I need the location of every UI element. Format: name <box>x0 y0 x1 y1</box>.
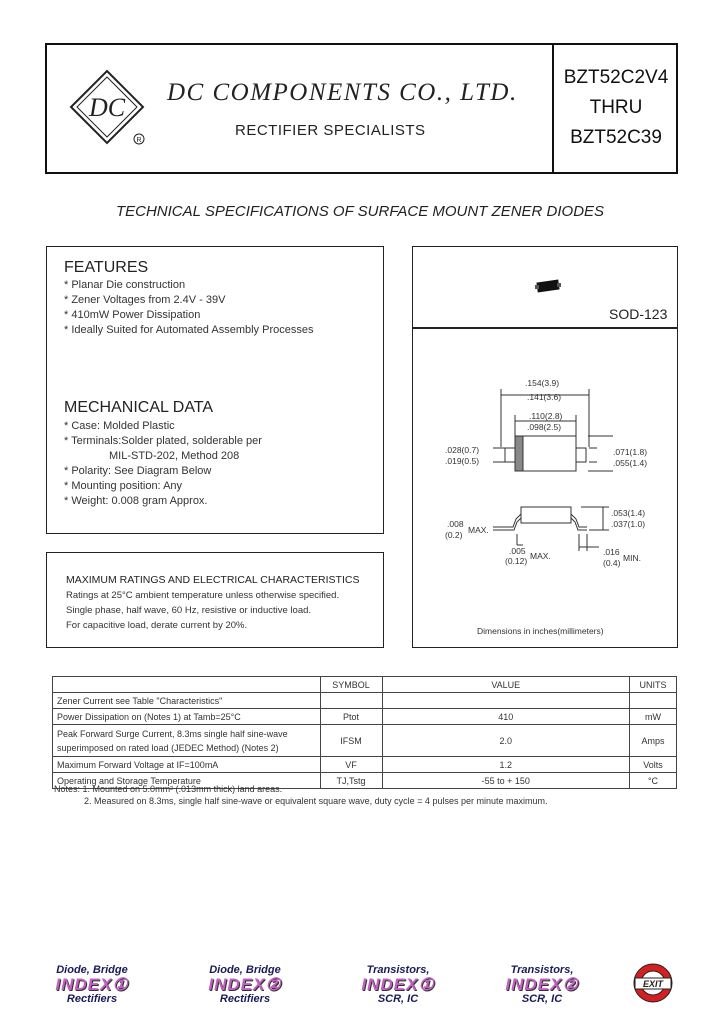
index-link-diode-1[interactable] <box>42 964 142 1008</box>
dim-width-min: .055(1.4) <box>613 458 648 468</box>
table-cell: °C <box>630 773 677 789</box>
index-link-bottom: Rectifiers <box>66 993 118 1005</box>
part-number-thru: THRU <box>589 97 643 118</box>
table-cell: Operating and Storage Temperature <box>53 773 321 789</box>
table-cell-line: Peak Forward Surge Current, 8.3ms single half sine-wave <box>57 728 288 739</box>
ratings-line: Single phase, half wave, 60 Hz, resistive or inductive load. <box>66 605 312 616</box>
mechanical-item: * Case: Molded Plastic <box>64 420 175 432</box>
ratings-heading: MAXIMUM RATINGS AND ELECTRICAL CHARACTERISTICS <box>66 574 360 586</box>
mechanical-item: * Mounting position: Any <box>64 480 183 492</box>
mechanical-item: * Polarity: See Diagram Below <box>64 465 212 477</box>
dim-overall-max: .154(3.9) <box>525 378 560 388</box>
table-header <box>53 677 321 693</box>
table-cell <box>630 693 677 709</box>
index-link-transistor-1[interactable] <box>348 964 448 1008</box>
package-name: SOD-123 <box>609 306 668 322</box>
table-cell: Ptot <box>320 709 382 725</box>
features-box <box>46 246 384 534</box>
company-tagline: RECTIFIER SPECIALISTS <box>235 122 426 139</box>
dim-height-max: .053(1.4) <box>611 508 646 518</box>
index-link-mid: INDEX② <box>208 975 282 994</box>
table-cell: TJ,Tstg <box>320 773 382 789</box>
feature-item: * Planar Die construction <box>64 279 186 291</box>
mechanical-item: MIL-STD-202, Method 208 <box>109 450 240 462</box>
table-row <box>53 725 677 757</box>
table-header: SYMBOL <box>320 677 382 693</box>
company-name: DC COMPONENTS CO., LTD. <box>167 79 518 106</box>
dim-thk-in: .008 <box>447 519 464 529</box>
feature-item: * Ideally Suited for Automated Assembly Processes <box>64 324 314 336</box>
table-cell: -55 to + 150 <box>382 773 630 789</box>
ratings-line: Ratings at 25°C ambient temperature unless otherwise specified. <box>66 590 340 601</box>
table-cell: Amps <box>630 725 677 757</box>
index-link-bottom: SCR, IC <box>377 993 419 1005</box>
index-link-top: Diode, Bridge <box>56 964 128 976</box>
dimension-note: Dimensions in inches(millimeters) <box>477 626 604 636</box>
table-row <box>53 709 677 725</box>
dim-lead-min: .019(0.5) <box>445 456 480 466</box>
table-cell: Zener Current see Table "Characteristics" <box>53 693 321 709</box>
dim-overall-min: .141(3.6) <box>527 392 562 402</box>
ratings-line: For capacitive load, derate current by 20%. <box>66 620 248 631</box>
exit-icon <box>632 962 674 1004</box>
dim-foot-in: .016 <box>603 547 620 557</box>
index-link-bottom: Rectifiers <box>219 993 271 1005</box>
feature-item: * Zener Voltages from 2.4V - 39V <box>64 294 226 306</box>
index-link-transistor-2[interactable] <box>492 964 592 1008</box>
dimensions-box <box>412 328 678 648</box>
dim-stand-mm: (0.12) <box>505 556 528 566</box>
dim-body-min: .098(2.5) <box>527 422 562 432</box>
table-cell <box>53 725 321 757</box>
index-link-mid: INDEX① <box>55 975 129 994</box>
note-1: Notes: 1. Mounted on 5.0mm² (.013mm thick) land areas. <box>54 784 283 794</box>
table-cell: 410 <box>382 709 630 725</box>
package-image <box>535 275 561 295</box>
table-cell: IFSM <box>320 725 382 757</box>
dim-height-min: .037(1.0) <box>611 519 646 529</box>
mechanical-item: * Terminals:Solder plated, solderable per <box>64 435 262 447</box>
dim-thk-label: MAX. <box>468 525 489 535</box>
index-link-diode-2[interactable] <box>195 964 295 1008</box>
table-header: VALUE <box>382 677 630 693</box>
dim-thk-mm: (0.2) <box>445 530 463 540</box>
table-header-row <box>53 677 677 693</box>
note-2: 2. Measured on 8.3ms, single half sine-wave or equivalent square wave, duty cycle = 4 pulses per minute maximum. <box>84 796 548 806</box>
package-box <box>412 246 678 328</box>
exit-button[interactable] <box>632 962 674 1004</box>
dim-stand-label: MAX. <box>530 551 551 561</box>
company-logo <box>67 67 147 147</box>
part-number-start: BZT52C2V4 <box>563 67 669 88</box>
document-title: TECHNICAL SPECIFICATIONS OF SURFACE MOUNT ZENER DIODES <box>115 203 605 220</box>
registered-mark: R <box>136 137 142 144</box>
table-cell: 1.2 <box>382 757 630 773</box>
ratings-box <box>46 552 384 648</box>
index-link-top: Diode, Bridge <box>209 964 281 976</box>
table-cell: Power Dissipation on (Notes 1) at Tamb=25°C <box>53 709 321 725</box>
table-cell: Volts <box>630 757 677 773</box>
index-link-mid: INDEX② <box>505 975 579 994</box>
mechanical-heading: MECHANICAL DATA <box>64 399 214 416</box>
dim-width-max: .071(1.8) <box>613 447 648 457</box>
index-link-top: Transistors, <box>510 964 574 976</box>
header-box <box>45 43 678 174</box>
feature-item: * 410mW Power Dissipation <box>64 309 201 321</box>
table-cell: 2.0 <box>382 725 630 757</box>
index-link-top: Transistors, <box>366 964 430 976</box>
dimension-drawing <box>413 329 677 647</box>
index-link-bottom: SCR, IC <box>521 993 563 1005</box>
table-cell: Maximum Forward Voltage at IF=100mA <box>53 757 321 773</box>
dim-body-max: .110(2.8) <box>529 411 563 421</box>
table-cell <box>382 693 630 709</box>
part-number-end: BZT52C39 <box>570 127 662 148</box>
index-link-mid: INDEX① <box>361 975 435 994</box>
dim-stand-in: .005 <box>509 546 526 556</box>
table-cell-line: superimposed on rated load (JEDEC Method) (Notes 2) <box>57 742 279 753</box>
features-heading: FEATURES <box>64 259 149 276</box>
table-cell: mW <box>630 709 677 725</box>
table-cell <box>320 693 382 709</box>
ratings-table <box>52 676 677 789</box>
dim-lead-max: .028(0.7) <box>445 445 480 455</box>
logo-text: DC <box>88 93 126 122</box>
table-header: UNITS <box>630 677 677 693</box>
table-cell: VF <box>320 757 382 773</box>
table-row <box>53 693 677 709</box>
exit-label: EXIT <box>642 979 664 989</box>
table-row <box>53 757 677 773</box>
dim-foot-label: MIN. <box>623 553 641 563</box>
dim-foot-mm: (0.4) <box>603 558 621 568</box>
mechanical-item: * Weight: 0.008 gram Approx. <box>64 495 208 507</box>
